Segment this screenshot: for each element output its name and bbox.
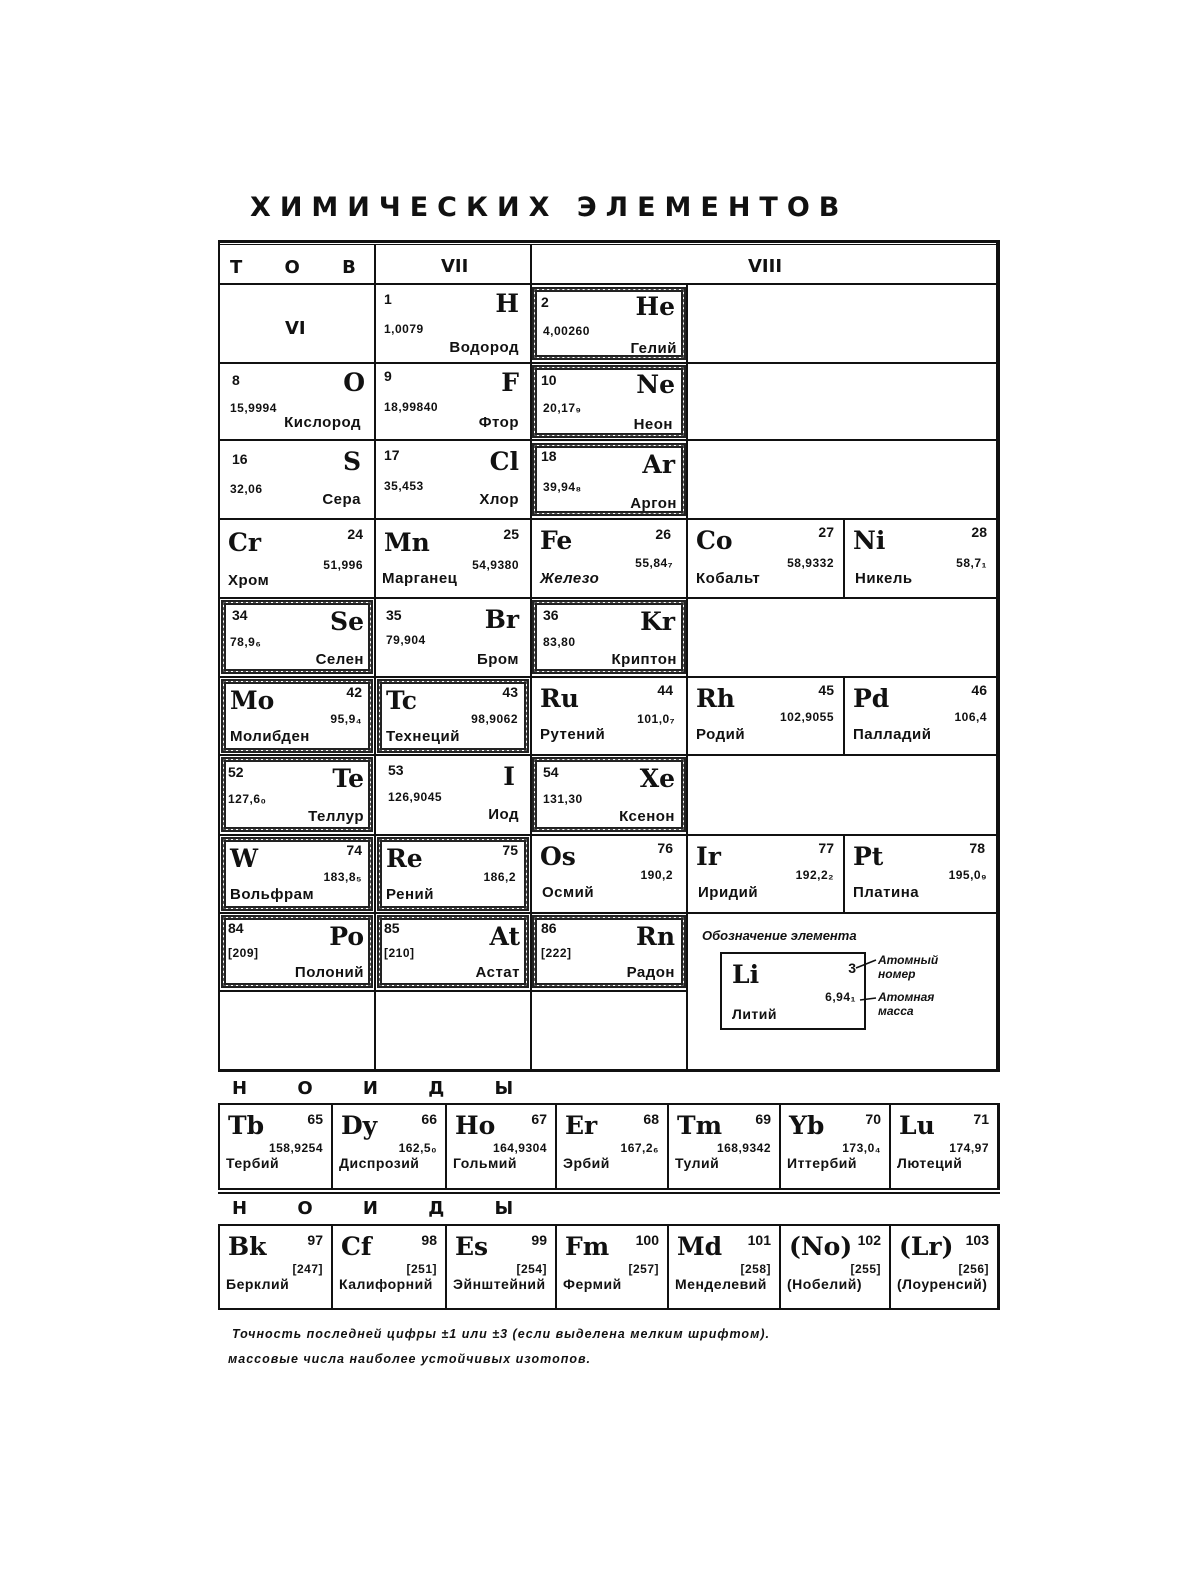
atomic-mass: 164,9304	[492, 1141, 547, 1155]
legend-mass-label-line2: масса	[878, 1004, 914, 1018]
grid-row-line	[218, 990, 687, 992]
element-name: Фтор	[478, 414, 519, 431]
grid-row-line	[218, 912, 1000, 914]
element-symbol: (Lr)	[899, 1232, 954, 1261]
atomic-mass: [210]	[384, 946, 415, 960]
header-group-vi: VI	[285, 318, 306, 339]
element-cell-dy	[331, 1105, 445, 1188]
element-name: (Лоуренсий)	[897, 1276, 988, 1292]
element-symbol: Lu	[899, 1111, 935, 1140]
atomic-number: 75	[502, 842, 518, 858]
grid-row-line	[218, 754, 1000, 756]
element-name: Вольфрам	[230, 886, 315, 903]
element-symbol: Tb	[228, 1111, 265, 1140]
atomic-number: 25	[503, 526, 519, 542]
atomic-mass: [257]	[628, 1262, 659, 1276]
grid-row-line	[218, 597, 1000, 599]
element-name: Ксенон	[619, 808, 675, 825]
atomic-mass: 35,453	[384, 479, 424, 493]
element-cell-lu	[889, 1105, 997, 1188]
element-symbol: Tc	[386, 686, 417, 715]
atomic-mass: 186,2	[483, 870, 516, 884]
element-symbol: Os	[540, 842, 576, 871]
atomic-number: 70	[865, 1111, 881, 1127]
element-symbol: Fm	[565, 1232, 610, 1261]
element-cell-os	[532, 836, 685, 911]
element-cell-md	[667, 1226, 779, 1308]
atomic-number: 43	[502, 684, 518, 700]
element-cell-es	[445, 1226, 555, 1308]
element-symbol: Es	[455, 1232, 489, 1261]
element-cell-ir	[688, 836, 842, 911]
element-symbol: Xe	[639, 764, 675, 793]
element-cell-h	[376, 285, 529, 361]
element-cell-w	[221, 837, 373, 911]
atomic-number: 34	[232, 607, 248, 623]
legend-name: Литий	[732, 1006, 777, 1022]
element-cell-br	[376, 599, 529, 675]
atomic-number: 27	[818, 524, 834, 540]
element-name: Железо	[540, 570, 600, 587]
atomic-mass: 20,17₉	[543, 401, 582, 415]
element-cell-cf	[331, 1226, 445, 1308]
element-name: Селен	[315, 651, 364, 668]
element-cell-re	[377, 837, 529, 911]
atomic-number: 26	[655, 526, 671, 542]
element-name: Гольмий	[453, 1155, 518, 1171]
element-cell-yb	[779, 1105, 889, 1188]
element-name: Кислород	[284, 414, 361, 431]
element-cell-ru	[532, 678, 685, 753]
atomic-number: 71	[973, 1111, 989, 1127]
element-name: Марганец	[382, 570, 458, 587]
atomic-number: 84	[228, 920, 244, 936]
atomic-mass: 15,9994	[230, 401, 277, 415]
atomic-mass: 58,9332	[787, 556, 834, 570]
element-symbol: (No)	[789, 1232, 853, 1261]
element-symbol: Po	[329, 922, 364, 951]
atomic-number: 9	[384, 368, 392, 384]
atomic-mass: 32,06	[230, 482, 263, 496]
atomic-number: 103	[965, 1232, 989, 1248]
element-cell-pd	[845, 678, 997, 753]
element-name: Лютеций	[897, 1155, 963, 1171]
atomic-number: 101	[747, 1232, 771, 1248]
atomic-mass: [258]	[740, 1262, 771, 1276]
atomic-number: 18	[541, 448, 557, 464]
legend-symbol: Li	[732, 960, 760, 989]
legend-number-label	[878, 953, 938, 981]
element-symbol: Cl	[489, 447, 519, 476]
element-name: Эйнштейний	[453, 1276, 546, 1292]
element-symbol: Kr	[640, 607, 675, 636]
page-title: ХИМИЧЕСКИХ ЭЛЕМЕНТОВ	[250, 192, 849, 223]
element-cell-he	[532, 287, 686, 360]
element-name: Платина	[853, 884, 920, 901]
element-cell-s	[220, 441, 373, 517]
element-name: Водород	[449, 339, 519, 356]
atomic-mass: 131,30	[543, 792, 583, 806]
element-symbol: Ne	[636, 370, 675, 399]
actinides-label: Н О И Д Ы	[232, 1198, 536, 1219]
element-name: Палладий	[853, 726, 932, 743]
element-symbol: S	[342, 447, 361, 476]
element-name: Астат	[475, 964, 520, 981]
element-cell-po	[221, 915, 373, 988]
atomic-number: 44	[657, 682, 673, 698]
atomic-number: 97	[307, 1232, 323, 1248]
element-name: Радон	[626, 964, 675, 981]
element-symbol: Cf	[341, 1232, 372, 1261]
atomic-number: 2	[541, 294, 549, 310]
atomic-mass: [209]	[228, 946, 259, 960]
element-cell-xe	[532, 757, 686, 832]
atomic-number: 99	[531, 1232, 547, 1248]
atomic-number: 35	[386, 607, 402, 623]
element-name: Криптон	[611, 651, 677, 668]
element-cell-fm	[555, 1226, 667, 1308]
element-symbol: Ni	[853, 526, 886, 555]
element-cell-fe	[532, 520, 685, 596]
element-cell-f	[376, 364, 529, 438]
atomic-mass: [251]	[406, 1262, 437, 1276]
element-name: (Нобелий)	[787, 1276, 863, 1292]
header-divider	[218, 283, 1000, 285]
element-cell-te	[221, 757, 373, 832]
atomic-mass: 83,80	[543, 635, 576, 649]
element-cell-rn	[532, 915, 686, 988]
atomic-number: 10	[541, 372, 557, 388]
element-symbol: Rh	[696, 684, 735, 713]
element-name: Аргон	[630, 495, 677, 512]
element-name: Осмий	[542, 884, 595, 901]
actinide-top-line	[218, 1192, 1000, 1194]
atomic-mass: 101,0₇	[637, 712, 675, 726]
element-symbol: Ru	[540, 684, 579, 713]
atomic-mass: 192,2₂	[795, 868, 834, 882]
atomic-mass: 51,996	[323, 558, 363, 572]
element-name: Фермий	[563, 1276, 622, 1292]
atomic-mass: 174,97	[949, 1141, 989, 1155]
element-name: Хлор	[479, 491, 519, 508]
element-cell-kr	[532, 600, 686, 674]
element-cell-i	[376, 756, 529, 833]
element-symbol: Rn	[636, 922, 675, 951]
atomic-mass: 167,2₆	[620, 1141, 659, 1155]
element-symbol: Mo	[230, 686, 275, 715]
atomic-number: 68	[643, 1111, 659, 1127]
atomic-number: 67	[531, 1111, 547, 1127]
element-name: Молибден	[230, 728, 310, 745]
atomic-number: 16	[232, 451, 248, 467]
atomic-number: 76	[657, 840, 673, 856]
frame-double-line	[218, 244, 1000, 245]
element-cell-lr	[889, 1226, 997, 1308]
atomic-number: 65	[307, 1111, 323, 1127]
element-name: Рений	[386, 886, 434, 903]
atomic-mass: 183,8₅	[323, 870, 362, 884]
element-symbol: O	[343, 368, 365, 397]
element-symbol: Cr	[228, 528, 262, 557]
element-name: Сера	[322, 491, 361, 508]
atomic-mass: 4,00260	[543, 324, 590, 338]
atomic-number: 85	[384, 920, 400, 936]
element-symbol: Br	[484, 605, 519, 634]
element-name: Родий	[696, 726, 746, 743]
element-symbol: He	[635, 292, 675, 321]
element-name: Рутений	[540, 726, 606, 743]
atomic-number: 46	[971, 682, 987, 698]
legend-box	[720, 952, 866, 1030]
element-cell-ar	[532, 443, 686, 516]
atomic-mass: 39,94₈	[543, 480, 582, 494]
lanthanides-label: Н О И Д Ы	[232, 1078, 536, 1099]
atomic-mass: 126,9045	[388, 790, 443, 804]
atomic-number: 69	[755, 1111, 771, 1127]
atomic-number: 74	[346, 842, 362, 858]
atomic-mass: 98,9062	[471, 712, 518, 726]
atomic-number: 1	[384, 291, 392, 307]
atomic-mass: 78,9₆	[230, 635, 262, 649]
atomic-number: 98	[421, 1232, 437, 1248]
element-symbol: Md	[677, 1232, 723, 1261]
atomic-number: 45	[818, 682, 834, 698]
atomic-mass: 55,84₇	[635, 556, 673, 570]
element-cell-rh	[688, 678, 842, 753]
atomic-number: 8	[232, 372, 240, 388]
element-name: Технеций	[386, 728, 460, 745]
element-name: Тербий	[226, 1155, 280, 1171]
element-symbol: Te	[332, 764, 364, 793]
header-group-vii: VII	[441, 256, 469, 277]
element-name: Эрбий	[563, 1155, 610, 1171]
atomic-mass: 102,9055	[779, 710, 834, 724]
header-group-viii: VIII	[748, 256, 783, 277]
element-name: Иридий	[698, 884, 759, 901]
element-name: Гелий	[630, 340, 677, 357]
atomic-number: 24	[347, 526, 363, 542]
atomic-mass: [256]	[958, 1262, 989, 1276]
atomic-mass: 190,2	[640, 868, 673, 882]
element-symbol: W	[230, 844, 259, 873]
element-symbol: Ir	[696, 842, 721, 871]
atomic-mass: 95,9₄	[330, 712, 362, 726]
element-cell-o	[220, 364, 373, 438]
element-name: Берклий	[226, 1276, 290, 1292]
atomic-number: 78	[969, 840, 985, 856]
element-symbol: Se	[330, 607, 364, 636]
element-symbol: Dy	[341, 1111, 378, 1140]
atomic-number: 36	[543, 607, 559, 623]
element-cell-er	[555, 1105, 667, 1188]
element-name: Менделевий	[675, 1276, 767, 1292]
atomic-mass: 158,9254	[268, 1141, 323, 1155]
element-cell-at	[377, 915, 529, 988]
element-name: Теллур	[308, 808, 364, 825]
atomic-number: 28	[971, 524, 987, 540]
element-cell-mo	[221, 679, 373, 753]
element-symbol: Mn	[384, 528, 430, 557]
element-symbol: Pd	[853, 684, 890, 713]
element-cell-cr	[220, 520, 373, 596]
atomic-mass: 106,4	[954, 710, 987, 724]
atomic-number: 77	[818, 840, 834, 856]
element-name: Полоний	[294, 964, 364, 981]
atomic-mass: 173,0₄	[842, 1141, 881, 1155]
element-symbol: Co	[696, 526, 733, 555]
element-symbol: I	[503, 762, 515, 791]
element-cell-ne	[532, 365, 686, 438]
element-name: Неон	[633, 416, 673, 433]
atomic-mass: 18,99840	[384, 400, 439, 414]
atomic-number: 53	[388, 762, 404, 778]
atomic-mass: 58,7₁	[956, 556, 987, 570]
element-symbol: F	[501, 368, 519, 397]
element-name: Кобальт	[696, 570, 761, 587]
element-symbol: H	[495, 289, 519, 318]
atomic-mass: 79,904	[386, 633, 426, 647]
legend-number-label-line1: Атомный	[878, 953, 939, 967]
element-cell-cl	[376, 441, 529, 517]
element-cell-ni	[845, 520, 997, 596]
element-symbol: Tm	[677, 1111, 723, 1140]
atomic-number: 100	[635, 1232, 659, 1248]
element-name: Тулий	[675, 1155, 720, 1171]
element-cell-no	[779, 1226, 889, 1308]
atomic-mass: 127,6₀	[228, 792, 267, 806]
element-cell-se	[221, 600, 373, 674]
element-name: Хром	[228, 572, 270, 589]
element-name: Калифорний	[339, 1276, 433, 1292]
footnote-line-2: массовые числа наиболее устойчивых изотопов.	[228, 1352, 592, 1366]
element-cell-pt	[845, 836, 997, 911]
element-name: Диспрозий	[339, 1155, 420, 1171]
atomic-number: 54	[543, 764, 559, 780]
atomic-mass: 162,5₀	[398, 1141, 437, 1155]
atomic-mass: 195,0₉	[948, 868, 987, 882]
element-symbol: Ar	[642, 450, 675, 479]
legend-number-label-line2: номер	[878, 967, 916, 981]
atomic-number: 86	[541, 920, 557, 936]
legend-atomic-number: 3	[848, 960, 856, 976]
atomic-number: 42	[346, 684, 362, 700]
element-symbol: Ho	[455, 1111, 496, 1140]
atomic-number: 17	[384, 447, 400, 463]
atomic-mass: 1,0079	[384, 322, 424, 336]
atomic-mass: 168,9342	[716, 1141, 771, 1155]
element-cell-co	[688, 520, 842, 596]
element-name: Никель	[855, 570, 913, 587]
element-symbol: Bk	[228, 1232, 267, 1261]
element-name: Иттербий	[787, 1155, 857, 1171]
element-cell-tb	[220, 1105, 331, 1188]
atomic-mass: [254]	[516, 1262, 547, 1276]
element-symbol: Er	[565, 1111, 598, 1140]
atomic-number: 102	[857, 1232, 881, 1248]
legend-title: Обозначение элемента	[702, 928, 857, 943]
header-partial-label: Т О В	[230, 257, 374, 278]
atomic-mass: [222]	[541, 946, 572, 960]
element-symbol: Pt	[853, 842, 884, 871]
atomic-number: 52	[228, 764, 244, 780]
element-cell-mn	[376, 520, 529, 596]
atomic-mass: [255]	[850, 1262, 881, 1276]
element-symbol: Re	[386, 844, 423, 873]
atomic-mass: 54,9380	[472, 558, 519, 572]
legend-mass-label-line1: Атомная	[878, 990, 935, 1004]
element-name: Бром	[476, 651, 519, 668]
legend-atomic-mass: 6,94₁	[825, 990, 856, 1004]
element-symbol: At	[489, 922, 520, 951]
footnote-line-1: Точность последней цифры ±1 или ±3 (если выделена мелким шрифтом).	[232, 1327, 770, 1341]
element-cell-tm	[667, 1105, 779, 1188]
element-symbol: Yb	[789, 1111, 825, 1140]
atomic-mass: [247]	[292, 1262, 323, 1276]
atomic-number: 66	[421, 1111, 437, 1127]
element-name: Иод	[488, 806, 519, 823]
element-cell-bk	[220, 1226, 331, 1308]
element-symbol: Fe	[540, 526, 573, 555]
element-cell-ho	[445, 1105, 555, 1188]
legend-mass-label	[878, 990, 934, 1018]
element-cell-tc	[377, 679, 529, 753]
